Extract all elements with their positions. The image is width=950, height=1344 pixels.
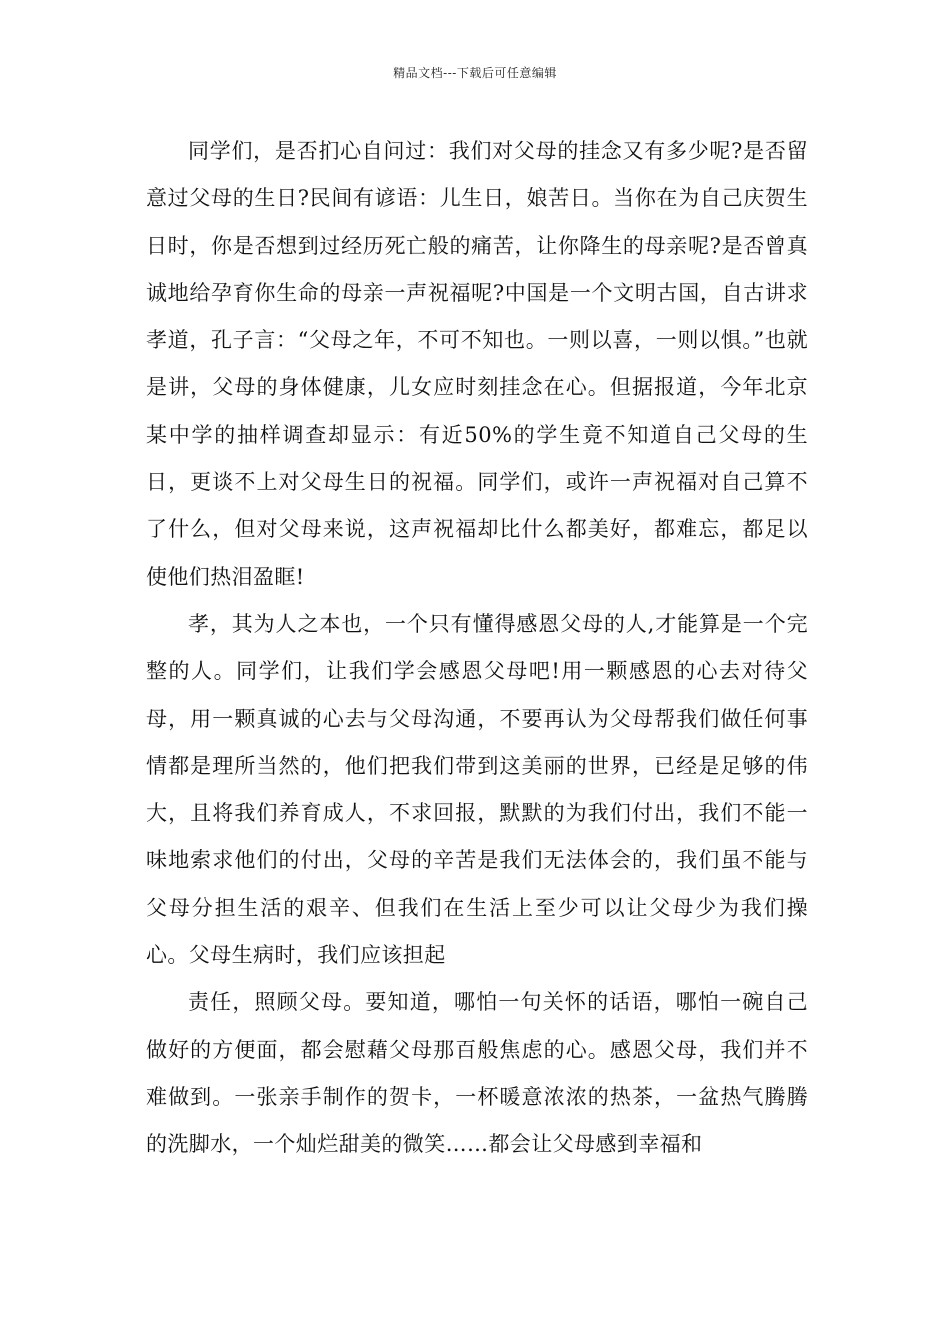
paragraph-1: 同学们，是否扪心自问过：我们对父母的挂念又有多少呢?是否留意过父母的生日?民间有谚语：儿生日，娘苦日。当你在为自己庆贺生日时，你是否想到过经历死亡般的痛苦，让你降生的母亲呢?是否曾真诚地给孕育你生命的母亲一声祝福呢?中国是一个文明古国，自古讲求孝道，孔子言：“父母之年，不可不知也。一则以喜，一则以惧。”也就是讲，父母的身体健康，儿女应时刻挂念在心。但据报道，今年北京某中学的抽样调查却显示：有近50%的学生竟不知道自己父母的生日，更谈不上对父母生日的祝福。同学们，或许一声祝福对自己算不了什么，但对父母来说，这声祝福却比什么都美好，都难忘，都足以使他们热泪盈眶!	[146, 139, 808, 589]
document-body	[146, 128, 808, 1169]
page-header: 精品文档---下载后可任意编辑	[393, 66, 557, 80]
paragraph-2: 孝，其为人之本也，一个只有懂得感恩父母的人,才能算是一个完整的人。同学们，让我们学会感恩父母吧!用一颗感恩的心去对待父母，用一颗真诚的心去与父母沟通，不要再认为父母帮我们做任何事情都是理所当然的，他们把我们带到这美丽的世界，已经是足够的伟大，且将我们养育成人，不求回报，默默的为我们付出，我们不能一味地索求他们的付出，父母的辛苦是我们无法体会的，我们虽不能与父母分担生活的艰辛、但我们在生活上至少可以让父母少为我们操心。父母生病时，我们应该担起	[146, 611, 808, 968]
paragraph-3: 责任，照顾父母。要知道，哪怕一句关怀的话语，哪怕一碗自己做好的方便面，都会慰藉父母那百般焦虑的心。感恩父母，我们并不难做到。一张亲手制作的贺卡，一杯暖意浓浓的热茶，一盆热气腾腾的洗脚水，一个灿烂甜美的微笑……都会让父母感到幸福和	[146, 990, 808, 1157]
